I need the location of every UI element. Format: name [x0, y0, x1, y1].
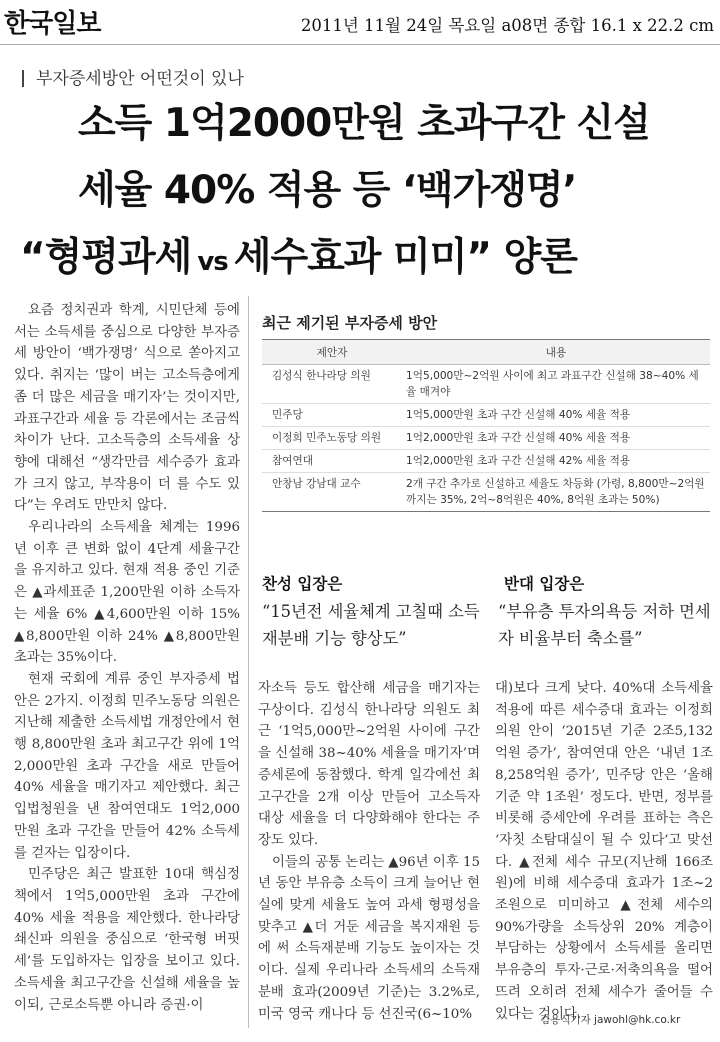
content-cell: 2개 구간 추가로 신설하고 세율도 차등화 (가령, 8,800만~2억원까지는 35%, 2억~8억원은 40%, 8억원 초과는 50%)	[402, 473, 710, 512]
kicker-bar	[22, 70, 24, 87]
table-row	[262, 404, 710, 427]
content-cell: 1억5,000만~2억원 사이에 최고 과표구간 신설해 38~40% 세율 매겨야	[402, 365, 710, 404]
paragraph: 이들의 공통 논리는 ▲96년 이후 15년 동안 부유층 소득이 크게 늘어난 현실에 맞게 세율도 높여 과세 형평성을 맞추고 ▲더 거둔 세금을 복지재원 등에 써 소득재분배 기능도 높이자는 것이다. 실제 우리나라 소득세의 소득재분배 효과(2009년 기준)는 3.2%로, 미국 영국 캐나다 등 선진국(6~10%	[258, 854, 480, 1022]
content-cell: 1억2,000만원 초과 구간 신설해 42% 세율 적용	[402, 450, 710, 473]
paragraph: 우리나라의 소득세율 체계는 1996년 이후 큰 변화 없이 4단계 세율구간을 유지하고 있다. 현재 적용 중인 기준은 ▲과세표준 1,200만원 이하 소득자는 세율 6% ▲4,600만원 이하 15% ▲8,800만원 이하 24% ▲8,800만원 초과는 35%이다.	[14, 520, 240, 666]
headline-line-1: 소득 1억2000만원 초과구간 신설	[78, 101, 650, 146]
proposals-table	[262, 339, 710, 512]
headline-line-3	[20, 226, 577, 282]
table-row	[262, 473, 710, 512]
proposer-cell: 참여연대	[262, 450, 402, 473]
column-divider	[248, 296, 249, 1028]
issue-meta: 2011년 11월 24일 목요일 a08면 종합 16.1 x 22.2 cm	[300, 16, 714, 35]
con-heading: 반대 입장은	[504, 575, 585, 593]
paragraph: 민주당은 최근 발표한 10대 핵심정책에서 1억5,000만원 초과 구간에 40% 세율 적용을 제안했다. 한나라당 쇄신파 의원을 중심으로 ‘한국형 버핏세’를 도입하자는 입장을 보이고 있다. 소득세율 최고구간을 신설해 세율을 높이되, 근로소득뿐 아니라 증권·이	[14, 867, 240, 1013]
table-header-row	[262, 340, 710, 365]
pro-quote: “15년전 세율체계 고칠때 소득 재분배 기능 향상도”	[262, 602, 480, 648]
kicker-text: 부자증세방안 어떤것이 있나	[36, 69, 244, 89]
proposer-cell: 김성식 한나라당 의원	[262, 365, 402, 404]
proposer-cell: 안창남 강남대 교수	[262, 473, 402, 512]
content-cell: 1억2,000만원 초과 구간 신설해 40% 세율 적용	[402, 427, 710, 450]
paragraph: 대)보다 크게 낮다. 40%대 소득세율 적용에 따른 세수증대 효과는 이정희 의원 안이 ‘2015년 기준 2조5,132억원 증가’, 참여연대 안은 ‘내년 1조8,258억원 증가’, 민주당 안은 ‘올해 기준 약 1조원’ 정도다. 반면, 정부를 비롯해 증세안에 우려를 표하는 측은 ‘자칫 소탐대실이 될 수 있다’고 맞선다. ▲전체 세수 규모(지난해 166조원)에 비해 세수증대 효과가 1조~2조원으로 미미하고 ▲전체 세수의 90%가량을 소득상위 20% 계층이 부담하는 상황에서 소득세를 올리면 부유층의 투자·근로·저축의욕을 떨어뜨려 오히려 전체 세수가 줄어들 수 있다는 것이다.	[495, 681, 713, 1022]
headline-line-3b: 세수효과 미미” 양론	[233, 235, 577, 280]
paragraph: 현재 국회에 계류 중인 부자증세 법안은 2가지. 이정희 민주노동당 의원은 지난해 제출한 소득세법 개정안에서 현행 8,800만원 초과 최고구간 위에 1억2,000만원 초과 구간을 새로 만들어 40% 세율을 매기자고 제안했다. 최근 입법청원을 낸 참여연대도 1억2,000만원 초과 구간을 만들어 42% 소득세를 걷자는 입장이다.	[14, 671, 240, 861]
column-header: 제안자	[262, 340, 402, 365]
table-row	[262, 365, 710, 404]
column-header: 내용	[402, 340, 710, 365]
paragraph: 자소득 등도 합산해 세금을 매기자는 구상이다. 김성식 한나라당 의원도 최근 ‘1억5,000만~2억원 사이에 구간을 신설해 38~40% 세율을 매기자’며 증세론에 동참했다. 학계 일각에선 최고구간을 2개 이상 만들어 고소득자 대상 세율을 더 다양화해야 한다는 주장도 있다.	[258, 681, 480, 848]
table-row	[262, 450, 710, 473]
paragraph: 요즘 정치권과 학계, 시민단체 등에서는 소득세를 중심으로 다양한 부자증세 방안이 ‘백가쟁명’ 식으로 쏟아지고 있다. 취지는 ‘많이 버는 고소득층에게 좀 더 많은 세금을 매기자’는 것이지만, 과표구간과 세율 등 각론에서는 조금씩 차이가 난다. 고소득층의 소득세율 상향에 대해선 “생각만큼 세수증가 효과가 크지 않고, 부작용이 더 를 수도 있다”는 우려도 만만치 않다.	[14, 303, 240, 514]
con-quote: “부유층 투자의욕등 저하 면세자 비율부터 축소를”	[498, 602, 711, 648]
pro-heading: 찬성 입장은	[262, 575, 343, 593]
table-title: 최근 제기된 부자증세 방안	[262, 314, 438, 332]
headline-vs: vs	[197, 247, 228, 277]
table-row	[262, 427, 710, 450]
newspaper-logo: 한국일보	[4, 9, 101, 39]
masthead	[0, 0, 720, 45]
headline-line-2: 세율 40% 적용 등 ‘백가쟁명’	[78, 168, 577, 213]
proposer-cell: 민주당	[262, 404, 402, 427]
headline-line-3a: “형평과세	[20, 235, 192, 280]
article-column-1	[14, 300, 240, 1016]
proposer-cell: 이정희 민주노동당 의원	[262, 427, 402, 450]
article-column-2	[258, 678, 480, 1025]
kicker	[22, 64, 244, 89]
byline: 김용식기자 jawohl@hk.co.kr	[540, 1014, 681, 1026]
article-column-3	[495, 678, 713, 1025]
content-cell: 1억5,000만원 초과 구간 신설해 40% 세율 적용	[402, 404, 710, 427]
